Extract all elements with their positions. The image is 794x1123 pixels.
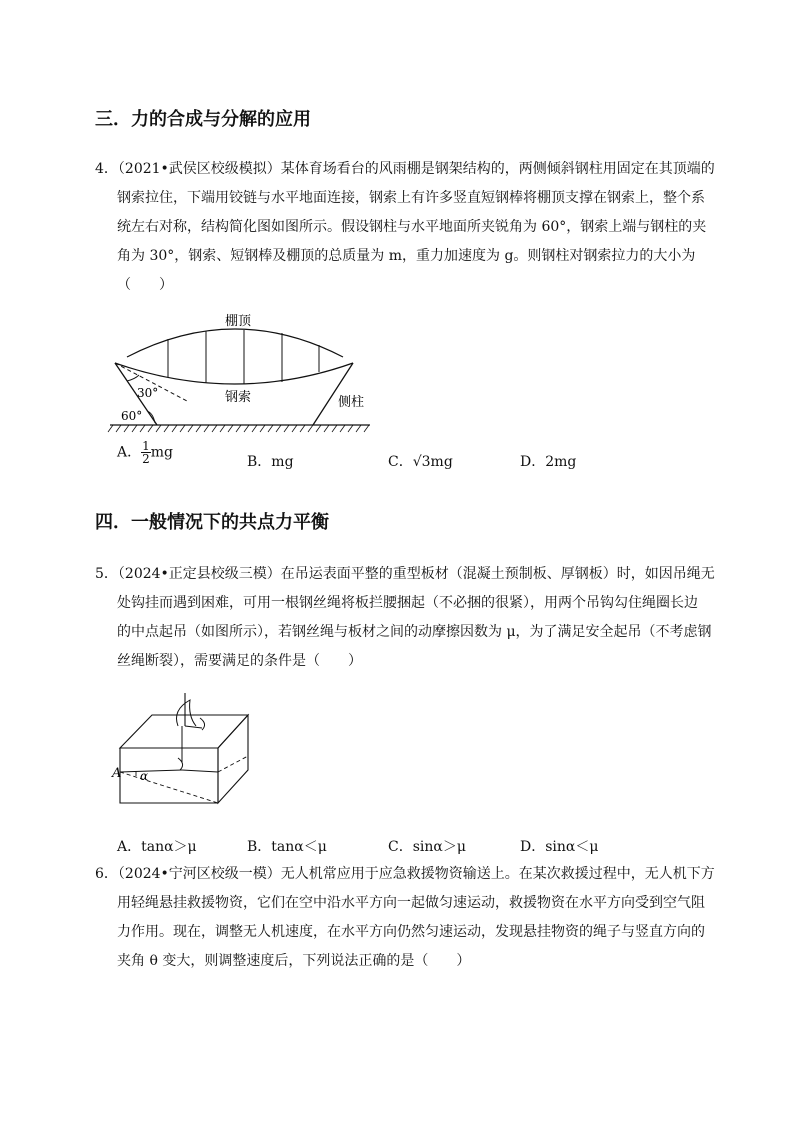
q5-line-3: 的中点起吊（如图所示），若钢丝绳与板材之间的动摩擦因数为 μ，为了满足安全起吊（不考虑钢 (117, 624, 712, 640)
q5-option-c[interactable]: C．sinα＞μ (388, 839, 466, 855)
cable-label: 钢索 (225, 390, 252, 405)
question-4-text (95, 155, 715, 300)
dashed-diagonal (120, 772, 218, 803)
q6-line-1: 6．（2024•宁河区校级一模）无人机常应用于应急救援物资输送上。在某次救援过程中，无人机下方 (95, 866, 715, 882)
rope-front-left (120, 770, 182, 772)
dashed-back (218, 756, 248, 772)
ground-hatching (108, 425, 369, 432)
q5-line-1: 5．（2024•正定县校级三模）在吊运表面平整的重型板材（混凝土预制板、厚钢板）时，如因吊绳无 (95, 566, 715, 582)
plate-side-face (218, 715, 248, 803)
fraction-numerator: 1 (142, 439, 150, 453)
q4-option-c[interactable] (388, 451, 453, 471)
rope-front-right (182, 770, 218, 772)
q4-option-c-prefix: C． (388, 454, 413, 470)
q5-option-a[interactable]: A．tanα＞μ (117, 839, 197, 855)
angle-60-label: 60° (121, 409, 143, 423)
q6-line-2: 用轻绳悬挂救援物资，它们在空中沿水平方向一起做匀速运动，救援物资在水平方向受到空气阻 (117, 895, 705, 911)
q4-option-a-suffix: mg (150, 444, 174, 461)
angle-alpha-label: α (140, 769, 149, 783)
q4-line-1: 4．（2021•武侯区校级模拟）某体育场看台的风雨棚是钢架结构的，两侧倾斜钢柱用固定在其顶端的 (95, 161, 715, 177)
q4-canopy-figure (105, 305, 375, 435)
section-title-3: 三．力的合成与分解的应用 (95, 109, 311, 130)
q4-line-4: 角为 30°，钢索、短钢棒及棚顶的总质量为 m，重力加速度为 g。则钢柱对钢索拉力的大小为 (117, 248, 696, 264)
roof-arc (127, 329, 343, 357)
q6-line-4: 夹角 θ 变大，则调整速度后，下列说法正确的是（ ） (117, 953, 471, 969)
q6-line-3: 力作用。现在，调整无人机速度，在水平方向仍然匀速运动，发现悬挂物资的绳子与竖直方向的 (117, 924, 705, 940)
angle-30-label: 30° (137, 386, 159, 400)
angle-arc-30 (127, 375, 139, 381)
q5-line-2: 处钩挂而遇到困难，可用一根钢丝绳将板拦腰捆起（不必捆的很紧），用两个吊钩勾住绳圈长边 (117, 595, 698, 611)
q4-line-5: （ ） (117, 277, 173, 293)
q5-option-d[interactable]: D．sinα＜μ (520, 839, 599, 855)
q4-option-c-suffix: mg (430, 454, 453, 470)
sqrt-three: √3 (412, 454, 431, 470)
q5-line-4: 丝绳断裂），需要满足的条件是（ ） (117, 653, 362, 669)
rope-top-1 (185, 726, 202, 728)
cable-curve (115, 363, 353, 384)
plate-top-face (120, 715, 248, 748)
q4-option-d[interactable]: D．2mg (520, 454, 577, 470)
q4-option-b[interactable]: B．mg (247, 454, 294, 470)
plate-front-face (120, 748, 218, 803)
question-5-text (95, 560, 715, 676)
fraction-one-half (141, 440, 151, 465)
hook-icon (177, 700, 197, 726)
q5-option-b[interactable]: B．tanα＜μ (247, 839, 327, 855)
question-6-text (95, 860, 715, 976)
q4-option-a[interactable] (117, 440, 173, 465)
q4-line-2: 钢索拉住，下端用铰链与水平地面连接，钢索上有许多竖直短钢棒将棚顶支撑在钢索上，整个系 (117, 190, 705, 206)
q4-line-3: 统左右对称，结构简化图如图所示。假设钢柱与水平地面所夹锐角为 60°，钢索上端与钢柱的夹 (117, 219, 707, 235)
q4-option-a-prefix: A． (117, 444, 142, 461)
roof-label: 棚顶 (225, 314, 252, 329)
point-a-label: A (112, 766, 122, 781)
fraction-denominator: 2 (142, 452, 150, 466)
right-pillar (313, 363, 353, 425)
section-title-4: 四．一般情况下的共点力平衡 (95, 512, 329, 533)
pillar-label: 侧柱 (338, 395, 365, 410)
q5-plate-figure (110, 688, 260, 823)
